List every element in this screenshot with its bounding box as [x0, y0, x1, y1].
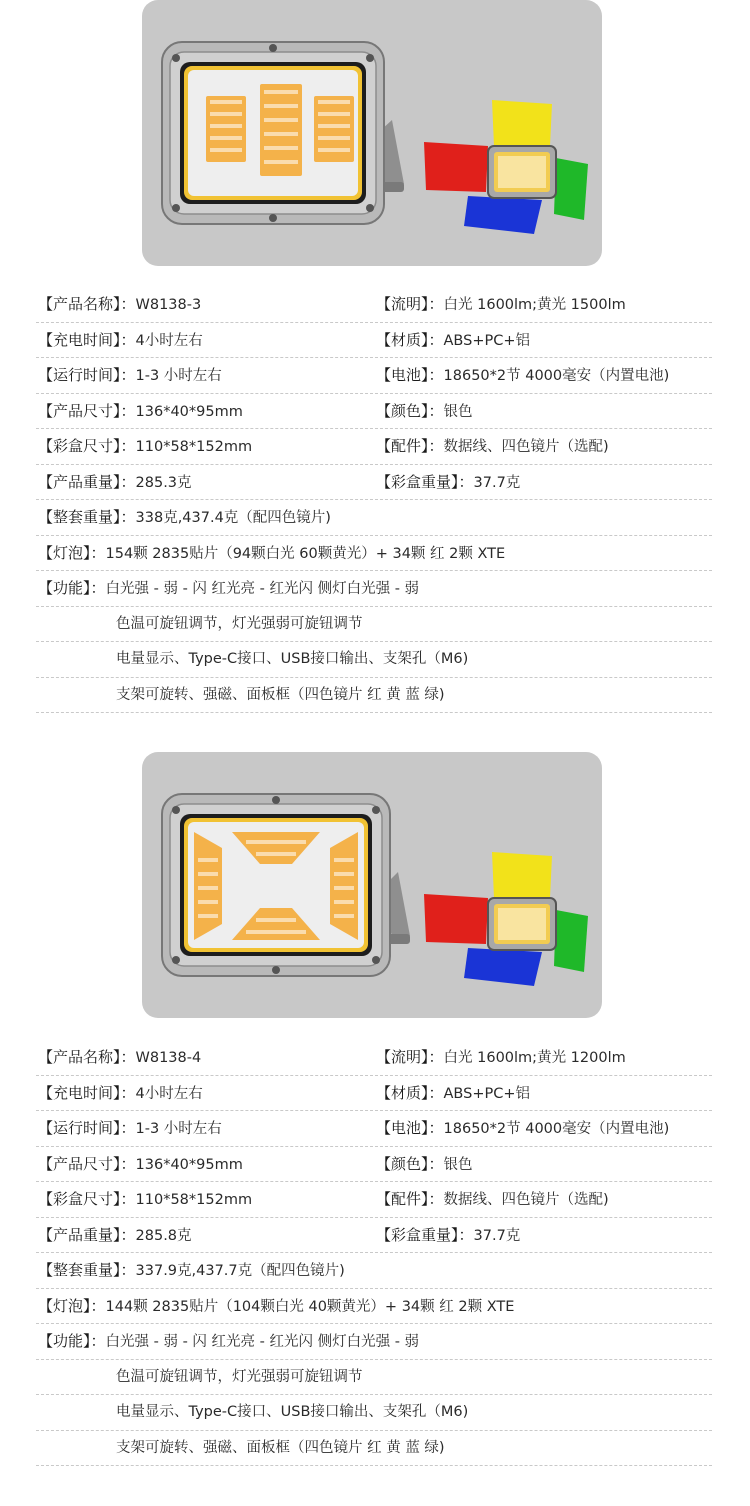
spec-label: 【产品名称】： [38, 295, 136, 313]
spec-value: 银色 [443, 1156, 473, 1173]
product-image-panel [142, 752, 602, 1018]
floodlight-product-image [142, 752, 602, 1018]
spec-label: 【灯泡】： [38, 543, 106, 562]
spec-label: 【彩盒重量】： [376, 1225, 474, 1244]
spec-label: 【彩盒重量】： [376, 472, 474, 491]
spec-label: 【颜色】： [376, 401, 444, 420]
spec-row [36, 1040, 712, 1076]
spec-value: 337.9克,437.7克（配四色镜片) [135, 1263, 345, 1279]
spec-row [36, 465, 712, 501]
spec-value: 338克,437.4克（配四色镜片) [135, 510, 331, 526]
spec-row-function-cont [36, 1360, 712, 1396]
spec-label: 【配件】： [376, 437, 444, 455]
spec-value: 285.3克 [135, 474, 192, 491]
spec-label: 【产品尺寸】： [38, 401, 136, 420]
spec-row-function [36, 1324, 712, 1360]
spec-row-total-weight [36, 500, 712, 536]
spec-value: 色温可旋钮调节，灯光强弱可旋钮调节 [116, 615, 363, 632]
spec-value: 110*58*152mm [135, 1192, 253, 1208]
spec-value: 电量显示、Type-C接口、USB接口输出、支架孔（M6) [116, 651, 469, 667]
spec-label: 【灯泡】： [38, 1296, 106, 1315]
spec-value: 136*40*95mm [135, 1156, 243, 1173]
spec-label: 【产品重量】： [38, 472, 136, 491]
spec-label: 【产品名称】： [38, 1048, 136, 1066]
spec-row-total-weight [36, 1253, 712, 1289]
spec-value: 白光 1600lm;黄光 1200lm [443, 1050, 626, 1066]
spec-label: 【产品重量】： [38, 1225, 136, 1244]
spec-value: 电量显示、Type-C接口、USB接口输出、支架孔（M6) [116, 1404, 469, 1420]
spec-value: 1-3 小时左右 [135, 1121, 222, 1137]
spec-row-bulb [36, 1289, 712, 1325]
spec-row-function-cont [36, 607, 712, 643]
spec-label: 【运行时间】： [38, 366, 136, 384]
spec-label: 【充电时间】： [38, 330, 136, 349]
spec-row-function-cont [36, 642, 712, 678]
spec-label: 【颜色】： [376, 1154, 444, 1173]
spec-table [36, 287, 712, 713]
spec-value: 色温可旋钮调节，灯光强弱可旋钮调节 [116, 1368, 363, 1385]
spec-row [36, 1076, 712, 1112]
spec-label: 【彩盒尺寸】： [38, 1190, 136, 1208]
product-image-panel [142, 0, 602, 266]
spec-row-function [36, 571, 712, 607]
spec-label: 【产品尺寸】： [38, 1154, 136, 1173]
spec-label: 【充电时间】： [38, 1083, 136, 1102]
spec-row-function-cont [36, 1431, 712, 1467]
spec-value: 18650*2节 4000毫安（内置电池) [443, 1121, 670, 1137]
spec-value: 4小时左右 [135, 1085, 203, 1102]
spec-row [36, 1218, 712, 1254]
spec-row [36, 1147, 712, 1183]
spec-label: 【功能】： [38, 1332, 106, 1350]
spec-label: 【整套重量】： [38, 1261, 136, 1279]
spec-row-function-cont [36, 678, 712, 714]
spec-row [36, 1182, 712, 1218]
spec-value: 白光强 - 弱 - 闪 红光亮 - 红光闪 侧灯白光强 - 弱 [105, 1334, 420, 1350]
spec-value: 37.7克 [473, 1227, 521, 1244]
spec-label: 【配件】： [376, 1190, 444, 1208]
spec-value: 1-3 小时左右 [135, 368, 222, 384]
floodlight-product-image [142, 0, 602, 266]
spec-label: 【整套重量】： [38, 508, 136, 526]
spec-label: 【电池】： [376, 1119, 444, 1137]
spec-value: 数据线、四色镜片（选配) [443, 1192, 609, 1208]
spec-value: 银色 [443, 403, 473, 420]
spec-label: 【流明】： [376, 295, 444, 313]
spec-label: 【电池】： [376, 366, 444, 384]
spec-row [36, 394, 712, 430]
spec-label: 【彩盒尺寸】： [38, 437, 136, 455]
spec-value: 4小时左右 [135, 332, 203, 349]
spec-value: 数据线、四色镜片（选配) [443, 439, 609, 455]
spec-value: 110*58*152mm [135, 439, 253, 455]
spec-label: 【流明】： [376, 1048, 444, 1066]
spec-label: 【材质】： [376, 1083, 444, 1102]
spec-value: ABS+PC+铝 [443, 1085, 530, 1102]
spec-value: 支架可旋转、强磁、面板框（四色镜片 红 黄 蓝 绿) [116, 1439, 445, 1456]
spec-label: 【功能】： [38, 579, 106, 597]
spec-value: 白光 1600lm;黄光 1500lm [443, 297, 626, 313]
spec-value: W8138-4 [135, 1050, 202, 1066]
spec-row [36, 1111, 712, 1147]
spec-label: 【运行时间】： [38, 1119, 136, 1137]
spec-row [36, 287, 712, 323]
spec-row [36, 323, 712, 359]
spec-value: W8138-3 [135, 297, 202, 313]
spec-table [36, 1040, 712, 1466]
spec-value: 白光强 - 弱 - 闪 红光亮 - 红光闪 侧灯白光强 - 弱 [105, 581, 420, 597]
spec-value: ABS+PC+铝 [443, 332, 530, 349]
spec-value: 支架可旋转、强磁、面板框（四色镜片 红 黄 蓝 绿) [116, 686, 445, 703]
spec-value: 285.8克 [135, 1227, 192, 1244]
spec-row [36, 358, 712, 394]
spec-value: 144颗 2835贴片（104颗白光 40颗黄光）+ 34颗 红 2颗 XTE [105, 1298, 515, 1315]
spec-value: 37.7克 [473, 474, 521, 491]
spec-row [36, 429, 712, 465]
spec-row-bulb [36, 536, 712, 572]
spec-value: 18650*2节 4000毫安（内置电池) [443, 368, 670, 384]
spec-value: 136*40*95mm [135, 403, 243, 420]
spec-value: 154颗 2835贴片（94颗白光 60颗黄光）+ 34颗 红 2颗 XTE [105, 545, 506, 562]
spec-label: 【材质】： [376, 330, 444, 349]
spec-row-function-cont [36, 1395, 712, 1431]
